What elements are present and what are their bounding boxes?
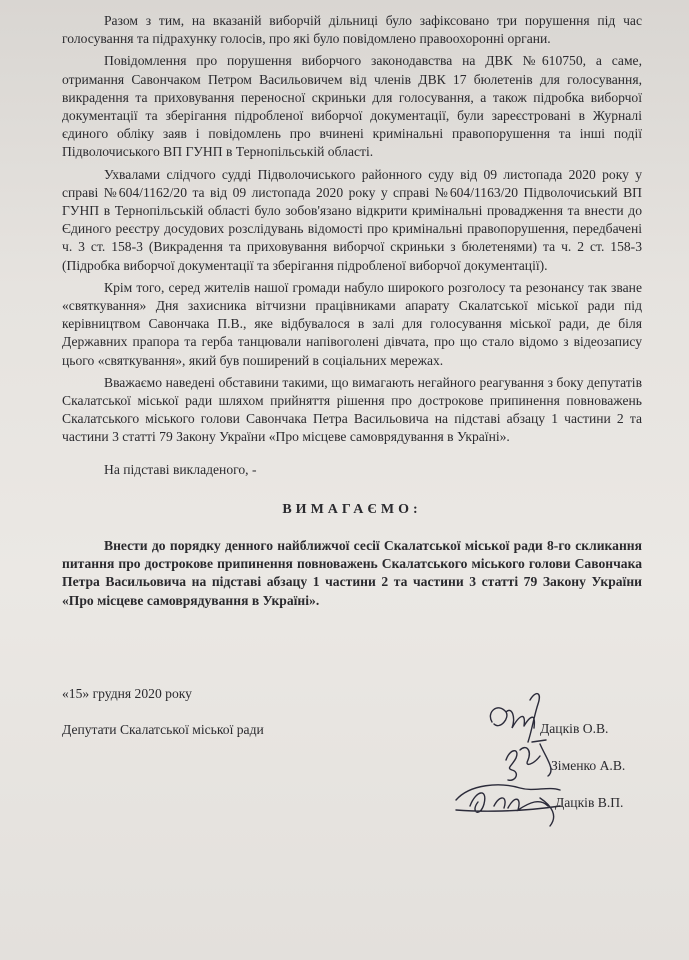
demand-text: Внести до порядку денного найближчої сесії Скалатської міської ради 8-го скликання питання про дострокове припинення повноважень Скалатського міського голови Савончака Петра Васильовича на підставі абзацу 1 частини 2 та частини 3 статті 79 Закону України «Про місцеве самоврядування в Україні».: [62, 538, 642, 608]
deputies-label: Депутати Скалатської міської ради: [62, 722, 264, 737]
paragraph-violations: Разом з тим, на вказаній виборчій дільниці було зафіксовано три порушення під час голосування та підрахунку голосів, про які було повідомлено правоохоронні органи.: [62, 13, 642, 47]
document-date: «15» грудня 2020 року: [62, 686, 192, 701]
paragraph-celebration: Крім того, серед жителів нашої громади набуло широкого розголосу та резонансу так зване «святкування» Дня захисника вітчизни працівниками апарату Скалатської міської ради під керівництвом Савончака П.В., яке відбувалося в залі для голосування міської ради, де біля Державних прапора та герба танцювали напівоголені дівчата, про що стало відомо з відеозапису цього «святкування», який був поширений в соціальних мережах.: [62, 279, 642, 368]
signatory-name: Дацків О.В.: [540, 721, 609, 736]
signatory-name: Зіменко А.В.: [551, 758, 626, 773]
paragraph-reports: Повідомлення про порушення виборчого законодавства на ДВК №610750, а саме, отримання Савончаком Петром Васильовичем від членів ДВК 17 бюлетенів для голосування, викрадення та приховування переносної скриньки для голосування, а також підробка виборчої документації та зберігання підробленої виборчої документації, були зареєстровані в Журналі єдиного обліку заяв і повідомлень про вчинені кримінальні правопорушення та інші події Підволочиського ВП ГУНП в Тернопільській області.: [62, 53, 642, 160]
demand-heading: ВИМАГАЄМО:: [282, 501, 422, 517]
basis-line: На підставі викладеного, -: [104, 461, 257, 477]
document-body: [62, 12, 642, 614]
paragraph-conclusion: Вважаємо наведені обставини такими, що вимагають негайного реагування з боку депутатів Скалатської міської ради шляхом прийняття рішення про дострокове припинення повноважень Скалатського міського голови Савончака Петра Васильовича на підставі абзацу 1 частини 2 та частини 3 статті 79 Закону України «Про місцеве самоврядування в Україні».: [62, 374, 642, 445]
paragraph-court-rulings: Ухвалами слідчого судді Підволочиського районного суду від 09 листопада 2020 року у справі №604/1162/20 та від 09 листопада 2020 року у справі №604/1163/20 Підволочиський ВП ГУНП в Тернопільській області було зобов'язано відкрити кримінальні провадження та внести до Єдиного реєстру досудових розслідувань відомості про кримінальні правопорушення, передбачені ч. 3 ст. 158-3 (Викрадення та приховування виборчої скриньки з бюлетенями) та ч. 2 ст. 158-3 (Підробка виборчої документації та зберігання підробленої виборчої документації).: [62, 166, 642, 273]
signatory-name: Дацків В.П.: [555, 795, 624, 810]
